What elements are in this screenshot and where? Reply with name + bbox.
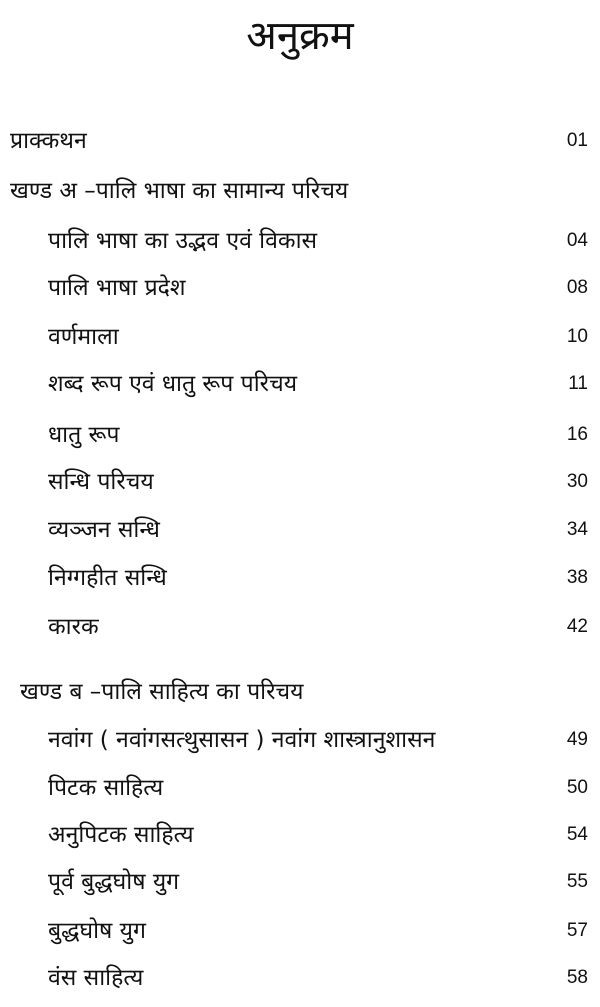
toc-entry-label: व्यञ्जन सन्धि [48,517,160,543]
toc-row [48,317,588,357]
toc-row [48,510,588,550]
toc-entry-label: प्राक्कथन [10,128,87,154]
toc-entry-label: नवांग ( नवांगसत्थुसासन ) नवांग शास्त्रानुशासन [48,727,436,753]
toc-row [48,462,588,502]
toc-page-number: 30 [566,471,588,492]
toc-entry-label: कारक [48,614,99,640]
page-title: अनुक्रम [246,13,354,59]
toc-row-preface [10,121,588,161]
toc-row [48,815,588,855]
toc-entry-label: पिटक साहित्य [48,775,164,801]
toc-row [48,862,588,902]
toc-page-number: 04 [566,230,588,251]
toc-page-number: 55 [566,871,588,892]
toc-entry-label: बुद्धघोष युग [48,918,146,944]
toc-page-number: 42 [566,616,588,637]
toc-page-number: 58 [566,967,588,988]
toc-entry-label: धातु रूप [48,422,120,448]
toc-page-number: 08 [566,277,588,298]
toc-page-number: 11 [568,373,588,394]
toc-row [48,720,588,760]
toc-page-number: 57 [566,920,588,941]
toc-page-number: 49 [566,729,588,750]
toc-entry-label: शब्द रूप एवं धातु रूप परिचय [48,371,298,397]
toc-row [48,268,588,308]
toc-entry-label: वर्णमाला [48,324,119,350]
toc-entry-label: अनुपिटक साहित्य [48,822,194,848]
toc-page-number: 34 [566,519,588,540]
toc-row [48,415,588,455]
toc-row [48,768,588,808]
toc-entry-label: पूर्व बुद्धघोष युग [48,869,180,895]
toc-page-number: 10 [566,326,588,347]
toc-row [48,364,588,404]
toc-page-number: 50 [566,777,588,798]
toc-page-number: 38 [566,567,588,588]
toc-page-number: 54 [566,824,588,845]
section-heading-b: खण्ड ब –पालि साहित्य का परिचय [20,679,304,705]
toc-row [48,221,588,261]
toc-row [48,958,588,998]
toc-entry-label: पालि भाषा का उद्भव एवं विकास [48,228,318,254]
toc-row [48,558,588,598]
toc-entry-label: वंस साहित्य [48,965,144,991]
toc-page-number: 16 [566,424,588,445]
section-heading-a: खण्ड अ –पालि भाषा का सामान्य परिचय [10,178,349,204]
toc-entry-label: सन्धि परिचय [48,469,154,495]
toc-entry-label: निग्गहीत सन्धि [48,565,167,591]
toc-row [48,911,588,951]
toc-entry-label: पालि भाषा प्रदेश [48,275,186,301]
toc-page-number: 01 [566,130,588,151]
toc-row [48,607,588,647]
